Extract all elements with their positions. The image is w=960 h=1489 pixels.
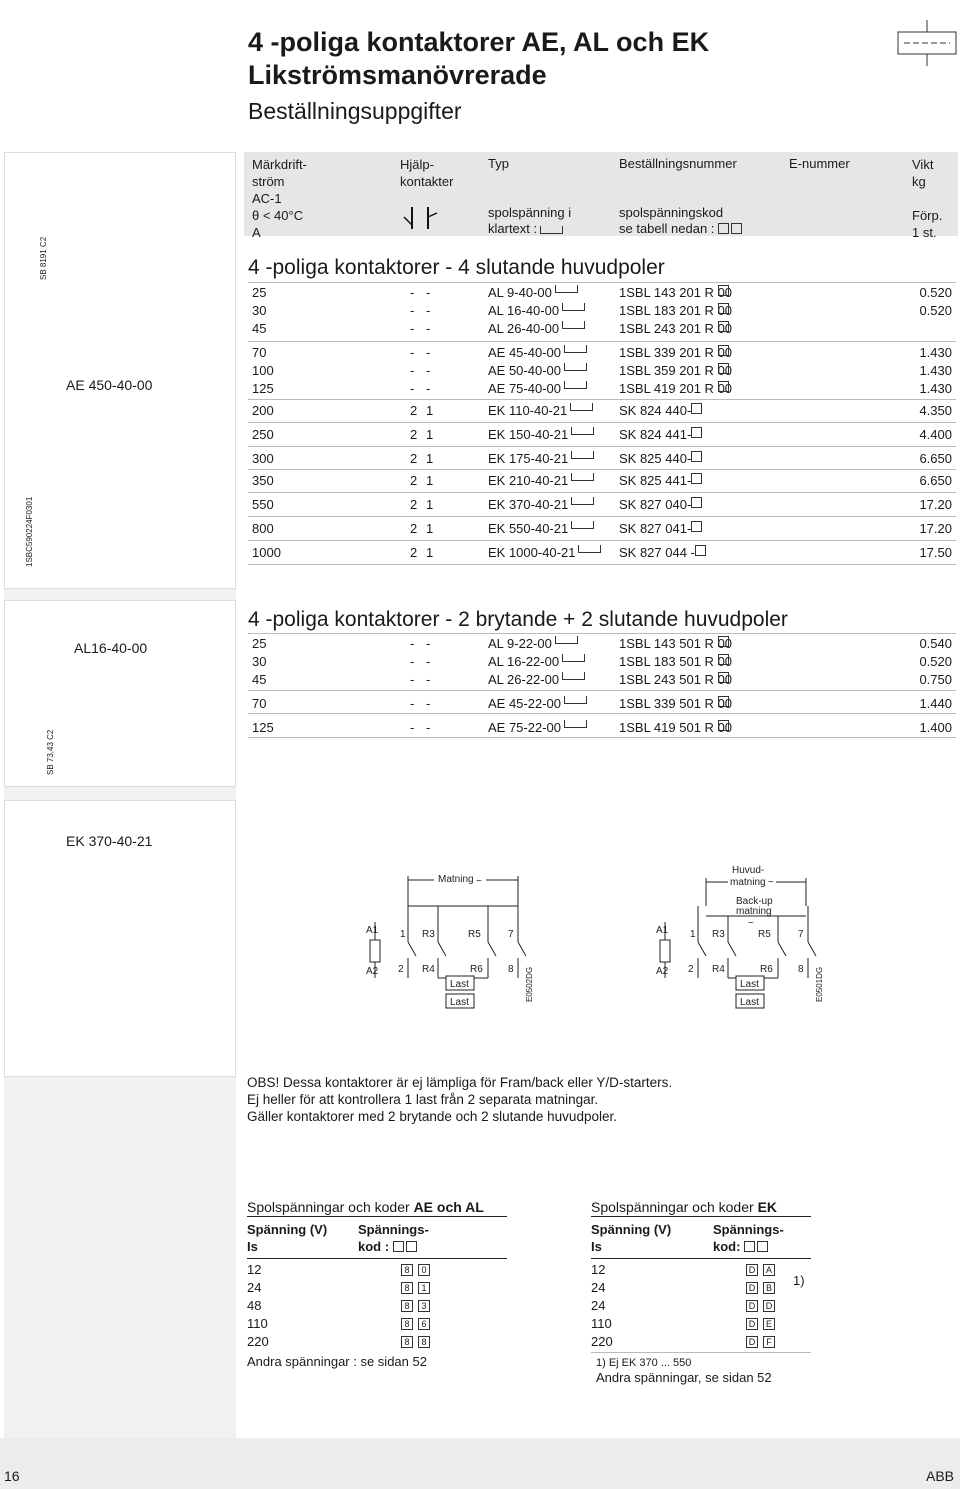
weight: 6.650 (919, 473, 952, 488)
aux-no: - (426, 654, 431, 669)
image-label-ae: AE 450-40-00 (66, 377, 153, 393)
placeholder-box-icon (578, 545, 601, 553)
aux-nc: 2 (410, 403, 418, 418)
rated-current: 250 (252, 427, 274, 442)
section2-title: 4 -poliga kontaktorer - 2 brytande + 2 slutande huvudpoler (248, 608, 788, 631)
aux-nc: - (410, 345, 415, 360)
table-row (252, 427, 952, 443)
order-number: 1SBL 143 501 R 00 (619, 636, 733, 651)
rated-current: 300 (252, 451, 274, 466)
aux-nc: - (410, 363, 415, 378)
coil-ek-header-voltage: Spänning (V) Is (591, 1222, 672, 1254)
side-code-1: SB 8191 C2 (39, 236, 48, 280)
placeholder-box-icon (564, 381, 587, 389)
coil-voltage: 110 (591, 1316, 612, 1331)
svg-text:~: ~ (476, 876, 482, 887)
svg-text:7: 7 (798, 929, 804, 940)
aux-nc: 2 (410, 497, 418, 512)
image-label-ek: EK 370-40-21 (66, 833, 153, 849)
order-number: 1SBL 243 201 R 00 (619, 321, 733, 336)
type-code: EK 210-40-21 (488, 473, 568, 489)
table-row (252, 521, 952, 537)
table-row (252, 303, 952, 319)
rated-current: 30 (252, 303, 267, 318)
aux-no: 1 (426, 451, 434, 466)
table-row (252, 473, 952, 489)
rated-current: 125 (252, 381, 274, 396)
placeholder-box-icon (564, 720, 587, 728)
svg-text:R3: R3 (712, 929, 725, 940)
table-row (252, 672, 952, 688)
rated-current: 45 (252, 672, 267, 687)
rated-current: 125 (252, 720, 274, 735)
type-code: EK 110-40-21 (488, 403, 567, 419)
rated-current: 70 (252, 345, 267, 360)
table-row (252, 451, 952, 467)
placeholder-box-icon (570, 403, 593, 411)
aux-nc: 2 (410, 451, 418, 466)
order-number: SK 827 044 - (619, 545, 695, 561)
header-see-table: se tabell nedan : (619, 221, 744, 237)
rated-current: 350 (252, 473, 274, 488)
wiring-diagram-2 (650, 860, 840, 1010)
svg-text:Last: Last (740, 979, 759, 990)
placeholder-box-icon (564, 696, 587, 704)
weight: 0.520 (919, 303, 952, 318)
aux-nc: - (410, 285, 415, 300)
placeholder-box-icon (571, 451, 594, 459)
coil-ae-header-code: Spännings- kod : (358, 1222, 429, 1254)
rated-current: 100 (252, 363, 274, 378)
row-divider (248, 540, 956, 541)
rated-current: 25 (252, 285, 267, 300)
aux-no: - (426, 345, 431, 360)
svg-text:1: 1 (690, 929, 696, 940)
order-number: SK 827 041- (619, 521, 691, 537)
type-code: AE 45-22-00 (488, 696, 561, 712)
aux-nc: 2 (410, 427, 418, 442)
weight: 17.20 (919, 497, 952, 512)
aux-contact-symbol-icon (400, 205, 444, 231)
placeholder-box-icon (571, 521, 594, 529)
row-divider (248, 469, 956, 470)
aux-no: 1 (426, 545, 434, 560)
rated-current: 800 (252, 521, 274, 536)
placeholder-box-icon (562, 303, 585, 311)
order-number: 1SBL 243 501 R 00 (619, 672, 733, 687)
coil-code: D E (746, 1316, 780, 1332)
weight: 1.430 (919, 381, 952, 396)
svg-text:Last: Last (740, 997, 759, 1008)
side-code-2: 1SBC590224F0301 (25, 496, 34, 567)
footer (0, 1438, 960, 1489)
table-row (252, 720, 952, 736)
wiring-diagram-1 (360, 860, 550, 1010)
coil-ek-note-2: Andra spänningar, se sidan 52 (596, 1370, 772, 1385)
image-label-al: AL16-40-00 (74, 640, 148, 656)
svg-text:A2: A2 (366, 966, 379, 977)
aux-no: - (426, 321, 431, 336)
aux-no: - (426, 696, 431, 711)
type-code: AL 26-22-00 (488, 672, 559, 688)
row-divider (248, 492, 956, 493)
table-row (252, 636, 952, 652)
coil-voltage: 24 (247, 1280, 262, 1295)
page-number: 16 (4, 1468, 20, 1484)
aux-no: 1 (426, 427, 434, 442)
aux-nc: - (410, 303, 415, 318)
aux-nc: 2 (410, 473, 418, 488)
weight: 1.440 (919, 696, 952, 711)
row-divider (248, 422, 956, 423)
svg-text:R5: R5 (758, 929, 771, 940)
row-divider (248, 446, 956, 447)
order-number: 1SBL 339 501 R 00 (619, 696, 733, 711)
placeholder-box-icon (540, 226, 563, 234)
aux-nc: - (410, 381, 415, 396)
aux-nc: - (410, 321, 415, 336)
aux-no: - (426, 636, 431, 651)
order-number: 1SBL 183 501 R 00 (619, 654, 733, 669)
table-row (252, 696, 952, 712)
coil-ek-note-1: 1) Ej EK 370 ... 550 (596, 1357, 692, 1369)
aux-nc: 2 (410, 521, 418, 536)
svg-text:2: 2 (398, 964, 404, 975)
placeholder-box-icon (562, 654, 585, 662)
aux-no: - (426, 720, 431, 735)
placeholder-box-icon (562, 321, 585, 329)
rated-current: 25 (252, 636, 267, 651)
svg-text:A1: A1 (366, 925, 379, 936)
table-row (252, 497, 952, 513)
svg-text:R5: R5 (468, 929, 481, 940)
order-number: 1SBL 419 501 R 00 (619, 720, 733, 735)
type-code: AE 75-22-00 (488, 720, 561, 736)
placeholder-box-icon (564, 363, 587, 371)
order-number: SK 827 040- (619, 497, 691, 513)
coil-voltage: 48 (247, 1298, 262, 1313)
aux-nc: - (410, 720, 415, 735)
order-number: 1SBL 419 201 R 00 (619, 381, 733, 396)
coil-code: 8 1 (401, 1280, 435, 1296)
weight: 1.400 (919, 720, 952, 735)
table-row (252, 381, 952, 397)
header-coil-code: spolspänningskod (619, 205, 724, 220)
svg-text:matning: matning (736, 906, 772, 917)
table-row (252, 545, 952, 561)
weight: 17.50 (919, 545, 952, 560)
svg-text:Last: Last (450, 979, 469, 990)
aux-no: - (426, 363, 431, 378)
order-number: SK 825 440- (619, 451, 691, 467)
type-code: EK 370-40-21 (488, 497, 568, 513)
order-number: SK 825 441- (619, 473, 691, 489)
aux-no: - (426, 672, 431, 687)
svg-text:R6: R6 (760, 964, 773, 975)
coil-ae-header-voltage: Spänning (V) Is (247, 1222, 328, 1254)
table-row (252, 403, 952, 419)
row-divider (248, 516, 956, 517)
svg-text:R3: R3 (422, 929, 435, 940)
weight: 0.750 (919, 672, 952, 687)
header-type: Typ (488, 156, 509, 171)
contactor-symbol-icon (895, 18, 959, 68)
rated-current: 45 (252, 321, 267, 336)
svg-text:A2: A2 (656, 966, 669, 977)
coil-voltage: 110 (247, 1316, 268, 1331)
page-subtitle: Beställningsuppgifter (248, 98, 462, 124)
type-code: AL 26-40-00 (488, 321, 559, 337)
weight: 1.430 (919, 363, 952, 378)
row-divider (248, 713, 956, 714)
type-code: AL 16-40-00 (488, 303, 559, 319)
aux-nc: 2 (410, 545, 418, 560)
weight: 4.350 (919, 403, 952, 418)
order-number: SK 824 441- (619, 427, 691, 443)
coil-voltage: 24 (591, 1280, 606, 1295)
weight: 17.20 (919, 521, 952, 536)
page-title-line2: Likströmsmanövrerade (248, 60, 547, 90)
coil-voltage: 220 (247, 1334, 269, 1349)
svg-text:Huvud-: Huvud- (732, 865, 765, 876)
svg-text:8: 8 (508, 964, 514, 975)
aux-no: - (426, 285, 431, 300)
svg-text:Last: Last (450, 997, 469, 1008)
coil-ek-header-code: Spännings- kod: (713, 1222, 784, 1254)
order-number: 1SBL 183 201 R 00 (619, 303, 733, 318)
svg-text:R6: R6 (470, 964, 483, 975)
order-number: SK 824 440- (619, 403, 691, 419)
coil-voltage: 12 (591, 1262, 606, 1277)
placeholder-box-icon (562, 672, 585, 680)
table-row (252, 285, 952, 301)
aux-nc: - (410, 672, 415, 687)
order-number: 1SBL 359 201 R 00 (619, 363, 733, 378)
coil-code: 8 0 (401, 1262, 435, 1278)
weight: 0.520 (919, 285, 952, 300)
table-header (244, 152, 958, 236)
aux-no: - (426, 381, 431, 396)
placeholder-box-icon (571, 473, 594, 481)
svg-text:E0502DG: E0502DG (525, 966, 534, 1002)
svg-text:R4: R4 (712, 964, 725, 975)
type-code: AL 9-22-00 (488, 636, 552, 652)
brand-label: ABB (926, 1468, 955, 1484)
aux-no: 1 (426, 521, 434, 536)
product-image-al (4, 600, 236, 787)
row-divider (248, 564, 956, 565)
type-code: AL 16-22-00 (488, 654, 559, 670)
coil-code: 8 3 (401, 1298, 435, 1314)
placeholder-box-icon (571, 497, 594, 505)
rated-current: 70 (252, 696, 267, 711)
page-title: 4 -poliga kontaktorer AE, AL och EK (248, 27, 710, 57)
svg-text:A1: A1 (656, 925, 669, 936)
aux-no: 1 (426, 403, 434, 418)
svg-text:Back-up: Back-up (736, 896, 773, 907)
svg-text:8: 8 (798, 964, 804, 975)
rated-current: 550 (252, 497, 274, 512)
svg-text:7: 7 (508, 929, 514, 940)
coil-code: 8 8 (401, 1334, 435, 1350)
row-divider (248, 737, 956, 738)
row-divider (248, 399, 956, 400)
table-row (252, 321, 952, 337)
type-code: EK 175-40-21 (488, 451, 568, 467)
aux-no: - (426, 303, 431, 318)
placeholder-box-icon (564, 345, 587, 353)
placeholder-box-icon (571, 427, 594, 435)
rated-current: 1000 (252, 545, 281, 560)
coil-ae-title: Spolspänningar och koder AE och AL (247, 1199, 484, 1215)
header-e-number: E-nummer (789, 156, 850, 171)
header-plaintext: klartext : (488, 221, 563, 237)
aux-nc: - (410, 654, 415, 669)
table-row (252, 363, 952, 379)
svg-text:E0501DG: E0501DG (815, 966, 824, 1002)
coil-code: D A (746, 1262, 780, 1278)
coil-ek-footnote-ref: 1) (793, 1273, 805, 1288)
row-divider (248, 690, 956, 691)
type-code: EK 550-40-21 (488, 521, 568, 537)
header-weight: Vikt kg Förp. 1 st. (912, 157, 943, 240)
placeholder-box-icon (555, 636, 578, 644)
weight: 0.540 (919, 636, 952, 651)
header-rated-current: Märkdrift- ström AC-1 θ < 40°C A (252, 157, 307, 240)
svg-text:1: 1 (400, 929, 406, 940)
coil-ek-title: Spolspänningar och koder EK (591, 1199, 778, 1215)
type-code: EK 1000-40-21 (488, 545, 575, 561)
aux-nc: - (410, 636, 415, 651)
header-aux-contacts: Hjälp- kontakter (400, 157, 454, 189)
weight: 6.650 (919, 451, 952, 466)
coil-voltage: 220 (591, 1334, 613, 1349)
order-number: 1SBL 339 201 R 00 (619, 345, 733, 360)
weight: 1.430 (919, 345, 952, 360)
diagram1-feed-label: Matning (438, 874, 474, 885)
order-number: 1SBL 143 201 R 00 (619, 285, 733, 300)
coil-code: D F (746, 1334, 780, 1350)
note-3: Gäller kontaktorer med 2 brytande och 2 slutande huvudpoler. (247, 1109, 617, 1124)
coil-code: D B (746, 1280, 780, 1296)
coil-voltage: 12 (247, 1262, 262, 1277)
aux-nc: - (410, 696, 415, 711)
row-divider (248, 633, 956, 634)
coil-voltage: 24 (591, 1298, 606, 1313)
weight: 4.400 (919, 427, 952, 442)
type-code: AE 45-40-00 (488, 345, 561, 361)
side-code-3: SB 73,43 C2 (46, 729, 55, 775)
note-2: Ej heller för att kontrollera 1 last från 2 separata matningar. (247, 1092, 599, 1107)
placeholder-box-icon (555, 285, 578, 293)
weight: 0.520 (919, 654, 952, 669)
type-code: AE 50-40-00 (488, 363, 561, 379)
svg-text:matning: matning (730, 877, 766, 888)
svg-text:~: ~ (768, 877, 774, 888)
type-code: AL 9-40-00 (488, 285, 552, 301)
coil-code: 8 6 (401, 1316, 435, 1332)
header-order-number: Beställningsnummer (619, 156, 737, 171)
type-code: EK 150-40-21 (488, 427, 568, 443)
type-code: AE 75-40-00 (488, 381, 561, 397)
svg-text:R4: R4 (422, 964, 435, 975)
row-divider (248, 282, 956, 283)
row-divider (248, 341, 956, 342)
note-1: OBS! Dessa kontaktorer är ej lämpliga för Fram/back eller Y/D-starters. (247, 1075, 673, 1090)
coil-ae-note: Andra spänningar : se sidan 52 (247, 1354, 427, 1369)
notes (247, 1074, 672, 1125)
section1-title: 4 -poliga kontaktorer - 4 slutande huvudpoler (248, 256, 665, 279)
table-row (252, 654, 952, 670)
table-row (252, 345, 952, 361)
rated-current: 30 (252, 654, 267, 669)
aux-no: 1 (426, 497, 434, 512)
coil-code: D D (746, 1298, 780, 1314)
rated-current: 200 (252, 403, 274, 418)
aux-no: 1 (426, 473, 434, 488)
header-coil-voltage: spolspänning i (488, 205, 572, 220)
svg-text:~: ~ (748, 918, 754, 929)
svg-text:2: 2 (688, 964, 694, 975)
product-image-ae (4, 152, 236, 589)
